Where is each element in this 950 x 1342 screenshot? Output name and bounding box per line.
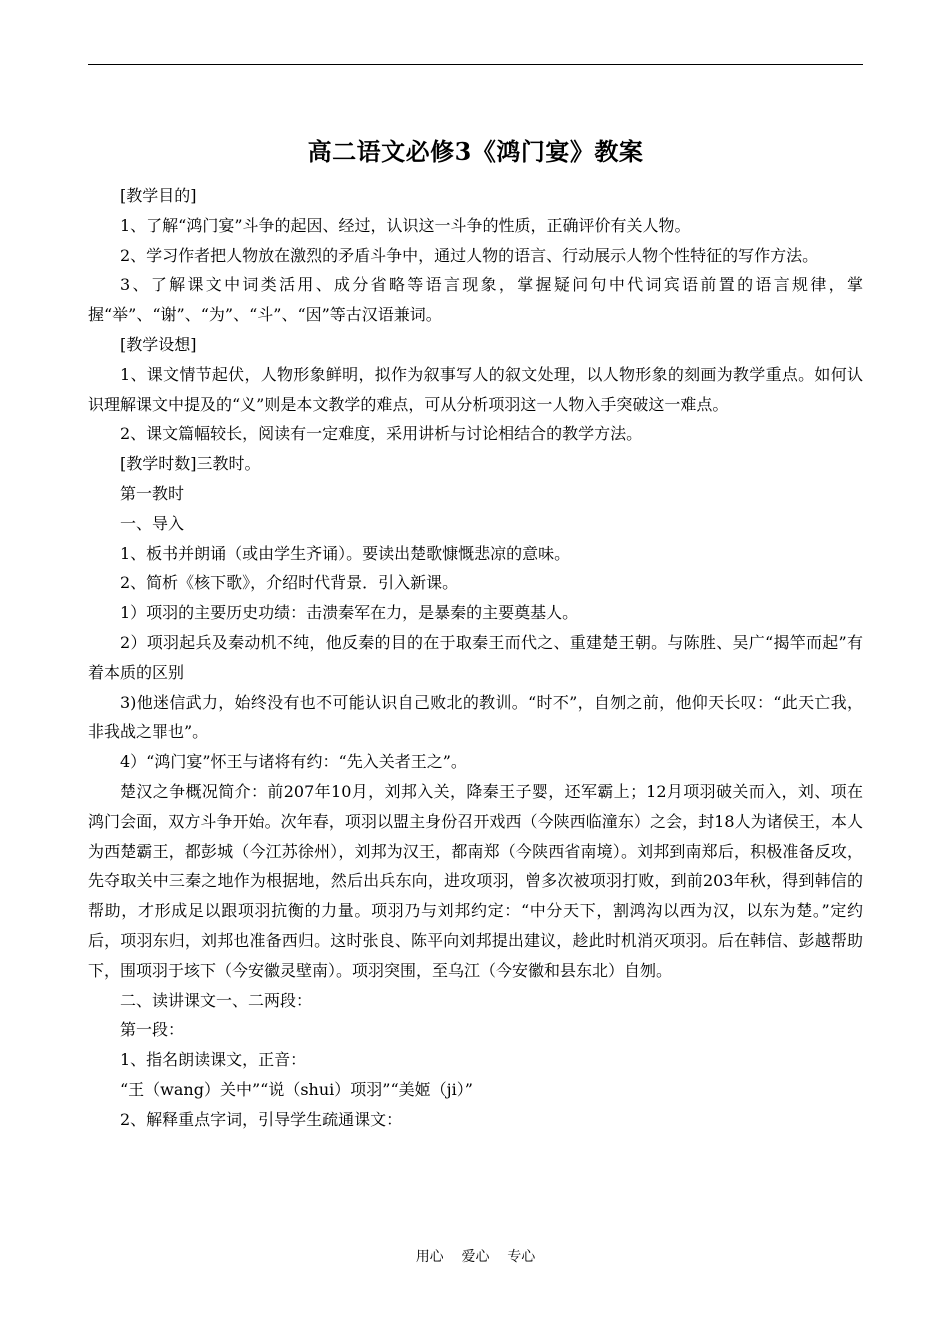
heading-teaching-goals: [教学目的]: [120, 186, 197, 205]
heading-teaching-plan: [教学设想]: [120, 334, 197, 354]
header-rule: [88, 64, 863, 65]
goal-1: 1、了解“鸿门宴”斗争的起因、经过，认识这一斗争的性质，正确评价有关人物。: [120, 215, 691, 235]
teaching-hours: [教学时数]三教时。: [120, 454, 261, 474]
lesson-1-heading: 第一教时: [120, 483, 185, 503]
pronunciation-notes: “王（wang）关中”“说（shui）项羽”“美姬（ji）”: [120, 1079, 473, 1099]
page-footer: 用心 爱心 专心: [415, 1249, 536, 1265]
goal-2: 2、学习作者把人物放在激烈的矛盾斗争中，通过人物的语言、行动展示人物个性特征的写作方法。: [120, 245, 819, 265]
section-reading-heading: 二、读讲课文一、二两段：: [120, 990, 313, 1010]
chu-han-summary: 楚汉之争概况简介：前207年10月，刘邦入关，降秦王子婴，还军霸上；12月项羽破关而入，刘、项在鸿门会面，双方斗争开始。次年春，项羽以盟主身份召开戏西（今陕西临潼东）之会，封18人为诸侯王，本人为西楚霸王，都彭城（今江苏徐州），刘邦为汉王，都南郑（今陕西省南境）。刘邦到南郑后，积极准备反攻，先夺取关中三秦之地作为根据地，然后出兵东向，进攻项羽，曾多次被项羽打败，到前203年秋，得到韩信的帮助，才形成足以跟项羽抗衡的力量。项羽乃与刘邦约定：“中分天下，割鸿沟以西为汉，以东为楚。”定约后，项羽东归，刘邦也准备西归。这时张良、陈平向刘邦提出建议，趁此时机消灭项羽。后在韩信、彭越帮助下，围项羽于垓下（今安徽灵壁南）。项羽突围，至乌江（今安徽和县东北）自刎。: [88, 781, 863, 980]
point-3: 3)他迷信武力，始终没有也不可能认识自己败北的教训。“时不”，自刎之前，他仰天长叹：“此天亡我，非我战之罪也”。: [88, 692, 863, 742]
paragraph-1-heading: 第一段：: [120, 1020, 185, 1040]
plan-2: 2、课文篇幅较长，阅读有一定难度，采用讲析与讨论相结合的教学方法。: [120, 424, 643, 444]
point-2: 2）项羽起兵及秦动机不纯，他反秦的目的在于取秦王而代之、重建楚王朝。与陈胜、吴广“揭竿而起”有着本质的区别: [88, 632, 863, 682]
point-4: 4）“鸿门宴”怀王与诸将有约：“先入关者王之”。: [120, 752, 467, 772]
plan-1: 1、课文情节起伏，人物形象鲜明，拟作为叙事写人的叙文处理，以人物形象的刻画为教学重点。如何认识理解课文中提及的“义”则是本文教学的难点，可从分析项羽这一人物入手突破这一难点。: [88, 364, 863, 414]
reading-step-2: 2、解释重点字词，引导学生疏通课文：: [120, 1109, 403, 1129]
intro-step-1: 1、板书并朗诵（或由学生齐诵）。要读出楚歌慷慨悲凉的意味。: [120, 543, 571, 563]
reading-step-1: 1、指名朗读课文，正音：: [120, 1050, 307, 1070]
goal-3: 3、了解课文中词类活用、成分省略等语言现象，掌握疑问句中代词宾语前置的语言规律，掌握“举”、“谢”、“为”、“斗”、“因”等古汉语兼词。: [88, 275, 863, 325]
document-title: 高二语文必修3《鸿门宴》教案: [307, 137, 644, 166]
document-body: [88, 181, 863, 1135]
intro-step-2: 2、简析《核下歌》，介绍时代背景．引入新课。: [120, 573, 459, 593]
section-intro-heading: 一、导入: [120, 513, 185, 533]
point-1: 1）项羽的主要历史功绩：击溃秦军在力，是暴秦的主要奠基人。: [120, 603, 579, 623]
